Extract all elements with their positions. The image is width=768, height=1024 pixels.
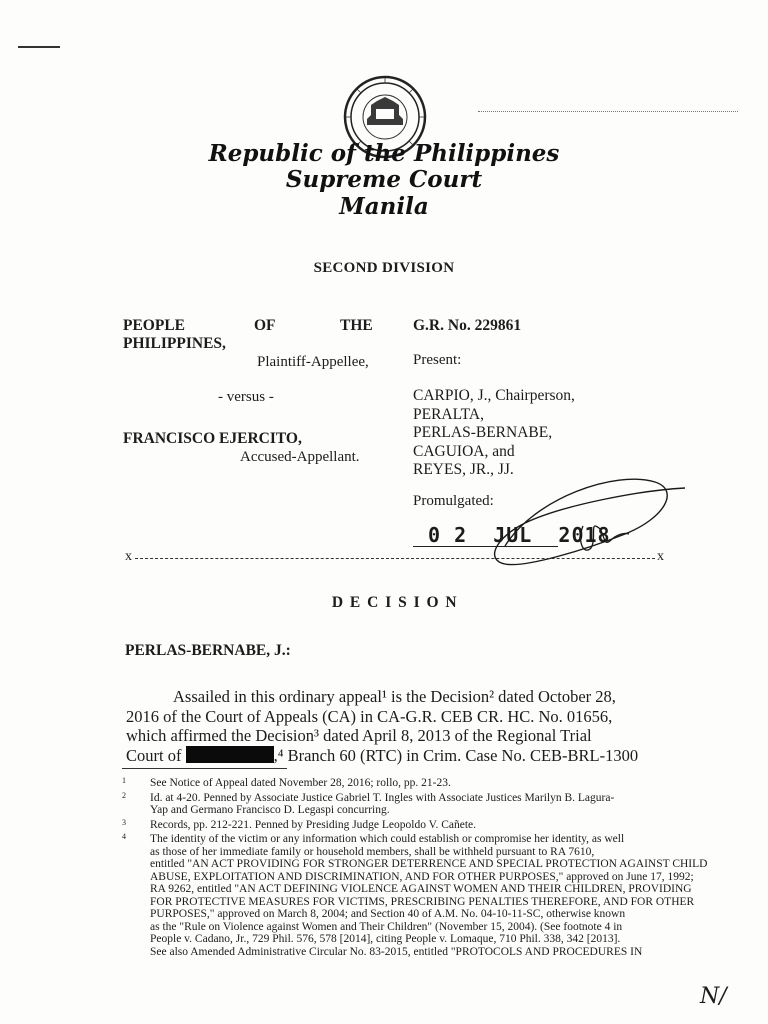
footnote-text: People v. Cadano, Jr., 729 Phil. 576, 578 [2014], citing People v. Lomaque, 710 Phil. 338, 342 [2013].: [150, 933, 621, 945]
footnote-line: [122, 921, 682, 934]
footnote-line: [122, 908, 682, 921]
page-mark: N/: [700, 984, 727, 1009]
versus-text: - versus -: [218, 389, 274, 405]
ponente: PERLAS-BERNABE, J.:: [125, 642, 291, 659]
footnote-line: [122, 883, 692, 896]
para-line-4-b: ,⁴ Branch 60 (RTC) in Crim. Case No. CEB-BRL-1300: [273, 745, 639, 765]
separator-rule: [135, 558, 655, 559]
court-heading: Supreme Court: [285, 166, 483, 193]
justice-reyes: REYES, JR., JJ.: [413, 461, 514, 478]
accused-name: FRANCISCO EJERCITO,: [123, 430, 302, 447]
footnote-text: The identity of the victim or any information which could establish or compromise her identity, as well: [150, 833, 625, 845]
decision-paragraph: [126, 687, 686, 765]
footnote-text: See Notice of Appeal dated November 28, 2016; rollo, pp. 21-23.: [150, 777, 451, 789]
separator-left-x: x: [125, 549, 132, 564]
present-label: Present:: [413, 352, 462, 368]
plaintiff-role: Plaintiff-Appellee,: [257, 354, 369, 370]
footnote-text: as those of her immediate family or household members, shall be withheld pursuant to RA 7610,: [150, 845, 595, 858]
para-line-3: which affirmed the Decision³ dated April 8, 2013 of the Regional Trial: [126, 726, 592, 745]
party-word-of: OF: [254, 317, 276, 334]
footnote-number: 2: [122, 790, 126, 800]
footnote-number: 3: [122, 817, 126, 827]
redaction-block: [186, 746, 274, 763]
party-philippines: PHILIPPINES,: [123, 335, 226, 352]
decision-title: D E C I S I O N: [331, 594, 459, 611]
footnote-line: [122, 804, 682, 817]
footnote-text: ABUSE, EXPLOITATION AND DISCRIMINATION, AND FOR OTHER PURPOSES," approved on June 17, 1992;: [150, 870, 694, 883]
footnote-line: [122, 933, 682, 946]
party-word-the: THE: [340, 317, 373, 334]
footnote-text: Id. at 4-20. Penned by Associate Justice Gabriel T. Ingles with Associate Justices Marilyn B. Lagura-: [150, 791, 615, 804]
justices-list: [413, 387, 575, 480]
footnote-rule: [122, 768, 287, 769]
footnote-text: entitled "AN ACT PROVIDING FOR STRONGER DETERRENCE AND SPECIAL PROTECTION AGAINST CHILD: [150, 858, 708, 870]
justice-peralta: PERALTA,: [413, 405, 484, 423]
footnote-text: RA 9262, entitled "AN ACT DEFINING VIOLENCE AGAINST WOMEN AND THEIR CHILDREN, PROVIDING: [150, 883, 692, 895]
scan-mark-top-right: [478, 111, 738, 112]
para-line-2: 2016 of the Court of Appeals (CA) in CA-G.R. CEB CR. HC. No. 01656,: [126, 706, 613, 726]
footnote-line: [122, 870, 694, 884]
para-line-4: [126, 746, 686, 766]
footnote-text: as the "Rule on Violence against Women and Their Children" (November 15, 2004). (See footnote 4 in: [150, 920, 623, 933]
footnote-line: [122, 790, 682, 805]
footnote-text: FOR PROTECTIVE MEASURES FOR VICTIMS, PRESCRIBING PENALTIES THEREFORE, AND FOR OTHER: [150, 895, 695, 908]
justice-carpio: CARPIO, J., Chairperson,: [413, 387, 575, 404]
para-line-1: Assailed in this ordinary appeal¹ is the Decision² dated October 28,: [173, 687, 616, 706]
promulgated-label: Promulgated:: [413, 493, 494, 509]
justice-caguioa: CAGUIOA, and: [413, 442, 515, 460]
republic-heading: Republic of the Philippines: [208, 140, 560, 167]
footnote-line: [122, 846, 682, 859]
justice-perlas-bernabe: PERLAS-BERNABE,: [413, 424, 553, 441]
footnote-number: 4: [122, 832, 126, 841]
footnote-line: [122, 895, 695, 909]
footnote-line: [122, 858, 708, 871]
para-line-4-a: Court of: [126, 745, 182, 765]
footnote-text: See also Amended Administrative Circular No. 83-2015, entitled "PROTOCOLS AND PROCEDURES IN: [150, 945, 643, 958]
separator-right-x: x: [657, 549, 664, 564]
accused-role: Accused-Appellant.: [240, 449, 360, 465]
division-heading: SECOND DIVISION: [313, 260, 455, 276]
footnote-line: [122, 817, 682, 832]
promulgated-date-stamp: 0 2 JUL 2018: [428, 523, 611, 547]
gr-number: G.R. No. 229861: [413, 317, 522, 334]
city-heading: Manila: [339, 193, 429, 220]
footnote-number: 1: [122, 776, 126, 785]
footnote-text: PURPOSES," approved on March 8, 2004; and Section 40 of A.M. No. 04-10-11-SC, otherwise known: [150, 908, 626, 920]
footnotes: [122, 775, 708, 958]
footnote-line: [122, 775, 682, 790]
footnote-line: [122, 946, 682, 959]
scan-mark: [18, 46, 60, 48]
footnote-text: Yap and Germano Francisco D. Legaspi concurring.: [150, 804, 390, 816]
party-word-people: PEOPLE: [123, 317, 186, 334]
footnote-text: Records, pp. 212-221. Penned by Presiding Judge Leopoldo V. Cañete.: [150, 818, 477, 831]
footnote-line: [122, 831, 682, 846]
